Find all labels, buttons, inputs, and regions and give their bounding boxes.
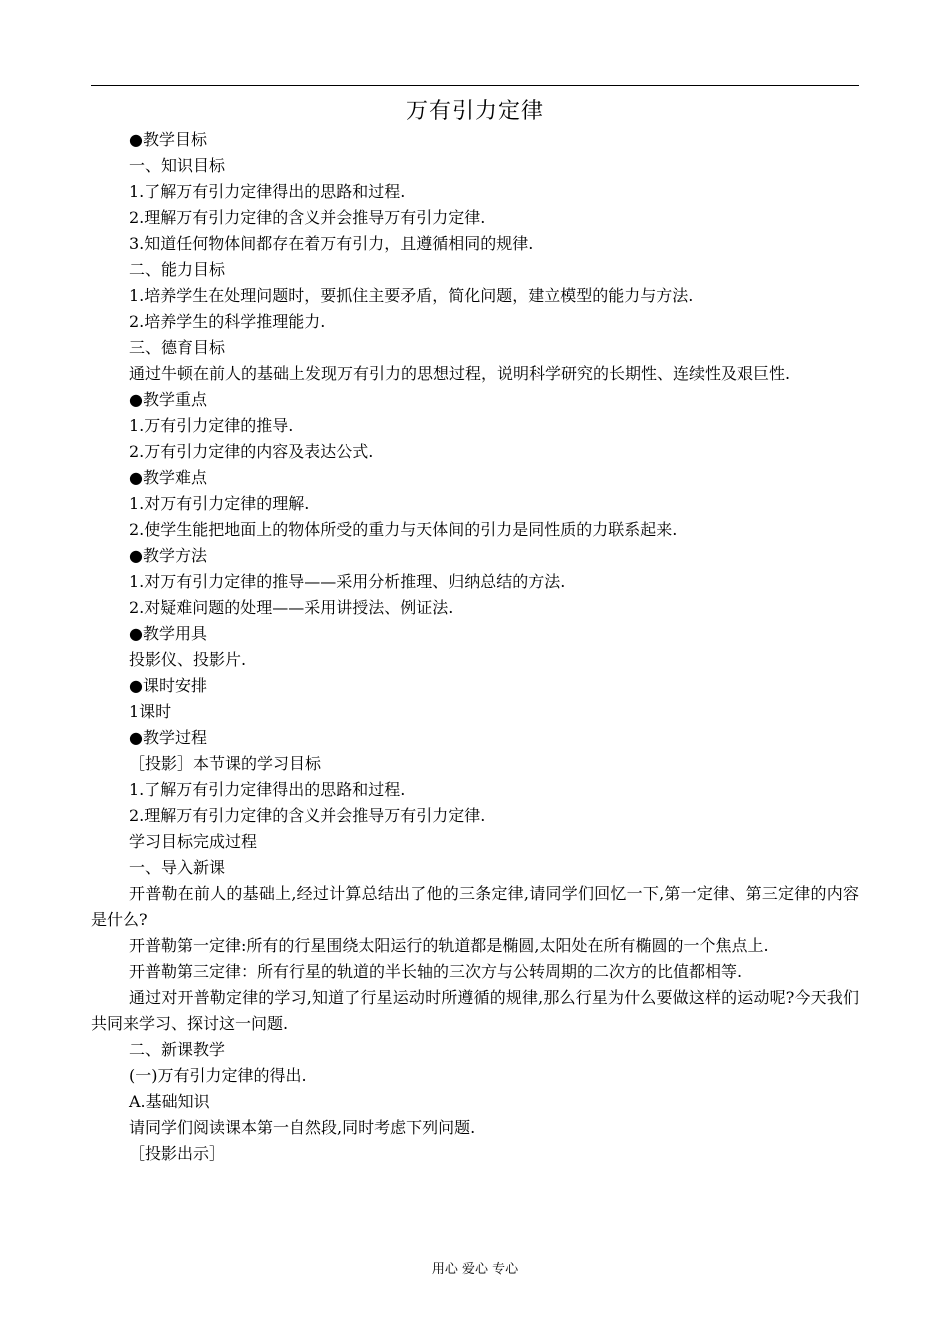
body-line: A.基础知识 [129,1092,210,1111]
page-title: 万有引力定律 [405,99,544,124]
body-line: ●教学用具 [129,624,207,643]
body-line: ●教学方法 [129,546,207,565]
body-line: 三、德育目标 [129,338,226,357]
body-paragraph: 开普勒第一定律:所有的行星围绕太阳运行的轨道都是椭圆,太阳处在所有椭圆的一个焦点上. [129,936,769,955]
body-line: 1.万有引力定律的推导. [129,416,294,435]
body-line: 3.知道任何物体间都存在着万有引力，且遵循相同的规律. [129,234,534,253]
body-line: ［投影出示］ [129,1144,226,1163]
body-line: 1.对万有引力定律的推导——采用分析推理、归纳总结的方法. [129,572,566,591]
body-line: ●教学重点 [129,390,207,409]
body-line: 一、知识目标 [129,156,226,175]
body-line: 一、导入新课 [129,858,226,877]
body-line: 2.使学生能把地面上的物体所受的重力与天体间的引力是同性质的力联系起来. [129,520,678,539]
body-line: 2.培养学生的科学推理能力. [129,312,326,331]
body-line: 二、能力目标 [129,260,226,279]
body-line: 投影仪、投影片. [129,650,247,669]
body-line: ［投影］本节课的学习目标 [129,754,322,773]
body-line: 1.了解万有引力定律得出的思路和过程. [129,182,406,201]
body-line: 学习目标完成过程 [129,832,258,851]
body-line: ●教学难点 [129,468,207,487]
body-line: ●课时安排 [129,676,207,695]
document-body [91,127,859,1167]
body-paragraph: 通过牛顿在前人的基础上发现万有引力的思想过程，说明科学研究的长期性、连续性及艰巨性. [129,364,791,383]
body-line: (一)万有引力定律的得出. [129,1066,307,1085]
body-line: 2.理解万有引力定律的含义并会推导万有引力定律. [129,208,486,227]
body-line: 请同学们阅读课本第一自然段,同时考虑下列问题. [129,1118,476,1137]
body-paragraph: 开普勒在前人的基础上,经过计算总结出了他的三条定律,请同学们回忆一下,第一定律、第三定律的内容是什么? [91,884,859,929]
body-line: ●教学过程 [129,728,207,747]
body-line: 1.培养学生在处理问题时，要抓住主要矛盾，简化问题，建立模型的能力与方法. [129,286,694,305]
body-line: 2.理解万有引力定律的含义并会推导万有引力定律. [129,806,486,825]
body-line: 1.对万有引力定律的理解. [129,494,310,513]
body-line: ●教学目标 [129,130,207,149]
body-paragraph: 通过对开普勒定律的学习,知道了行星运动时所遵循的规律,那么行星为什么要做这样的运动呢?今天我们共同来学习、探讨这一问题. [91,988,859,1033]
body-line: 2.对疑难问题的处理——采用讲授法、例证法. [129,598,454,617]
body-paragraph: 开普勒第三定律：所有行星的轨道的半长轴的三次方与公转周期的二次方的比值都相等. [129,962,743,981]
header-rule [91,85,859,86]
body-line: 二、新课教学 [129,1040,226,1059]
body-line: 2.万有引力定律的内容及表达公式. [129,442,374,461]
body-line: 1.了解万有引力定律得出的思路和过程. [129,780,406,799]
page-footer: 用心 爱心 专心 [431,1262,519,1277]
body-line: 1课时 [129,702,172,721]
